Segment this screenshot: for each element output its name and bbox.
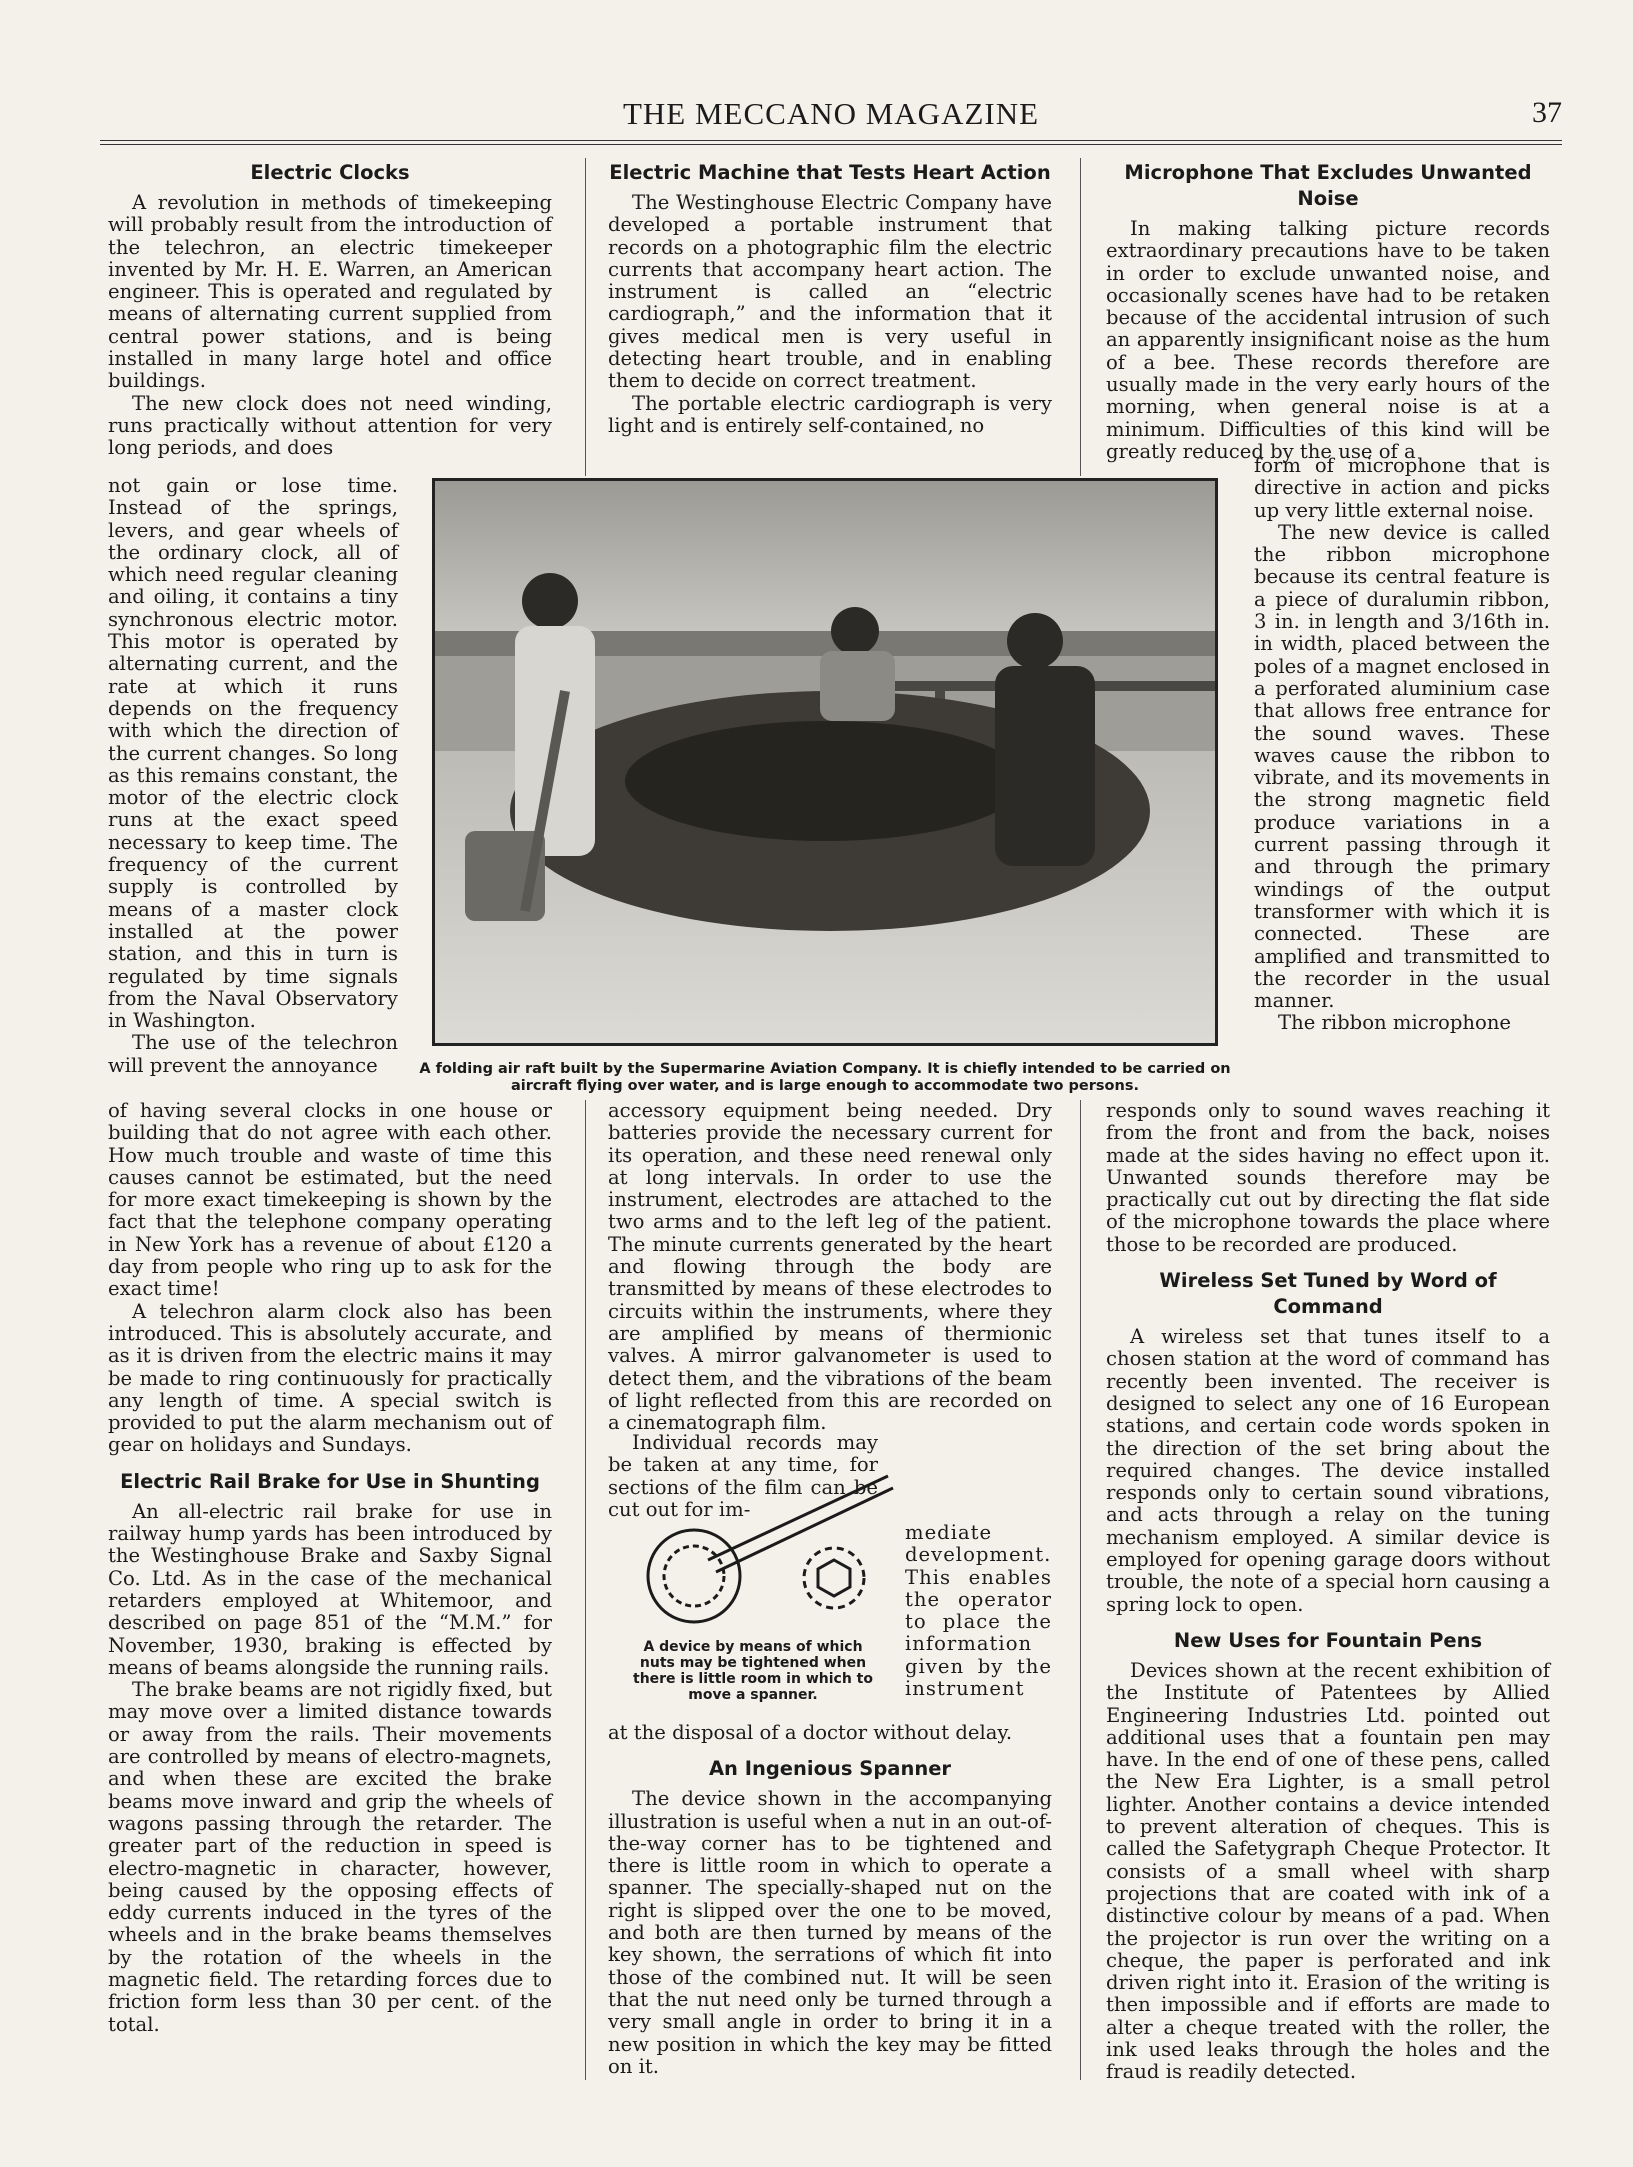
microphone-article-bottom	[1106, 1100, 1550, 2084]
heart-paragraph: at the disposal of a doctor without delay.	[608, 1721, 1013, 1744]
spanner-article	[608, 1722, 1052, 2078]
page-header	[100, 96, 1562, 140]
clocks-paragraph: A telechron alarm clock also has been introduced. This is absolutely accurate, and as it is driven from the electric mains it may be made to ring continuously for practically any length of time. A special switch is provided to put the alarm mechanism out of gear on holidays and Sundays.	[108, 1299, 552, 1457]
clocks-paragraph: not gain or lose time. Instead of the springs, levers, and gear wheels of the ordinary clock, all of which need regular cleaning and oiling, it contains a tiny synchronous electric motor. This motor is operated by alternating current, and the rate at which it runs depends on the frequency with which the direction of the current changes. So long as this remains constant, the motor of the electric clock runs at the exact speed necessary to keep time. The frequency of the current supply is controlled by means of a master clock installed at the power station, and this in turn is regulated by time signals from the Naval Observatory in Washington.	[108, 474, 398, 1033]
column-divider	[585, 158, 586, 476]
microphone-article-top	[1106, 160, 1550, 463]
rail-paragraph: An all-electric rail brake for use in railway hump yards has been introduced by the Westinghouse Brake and Saxby Signal Co. Ltd. As in the case of the mechanical retarders employed at Whitemoor, and described on page 851 of the “M.M.” for November, 1930, braking is effected by means of beams alongside the running rails.	[108, 1499, 552, 1679]
microphone-article-wrap	[1254, 455, 1550, 1035]
clocks-paragraph: The use of the telechron will prevent the annoyance	[108, 1031, 398, 1077]
clocks-paragraph: A revolution in methods of timekeeping will probably result from the introduction of the telechron, an electric timekeeper invented by Mr. H. E. Warren, an American engineer. This is operated and regulated by means of alternating current supplied from central power stations, and is being installed in many large hotel and office buildings.	[108, 191, 552, 393]
raft-photo	[432, 478, 1218, 1046]
combined-nut	[804, 1548, 864, 1608]
photo-caption: A folding air raft built by the Supermarine Aviation Company. It is chiefly intended to be carried on aircraft flying over water, and is large enough to accommodate two persons.	[419, 1061, 1231, 1094]
clocks-heading: Electric Clocks	[250, 161, 410, 184]
heart-paragraph: The Westinghouse Electric Company have developed a portable instrument that records on a photographic film the electric currents that accompany heart action. The instrument is called an “electric cardiograph,” and the information that it gives medical men is very useful in detecting heart trouble, and in enabling them to decide on correct treatment.	[608, 191, 1052, 393]
clocks-article-wrap	[108, 475, 398, 1077]
hex-nut	[818, 1560, 850, 1596]
spanner-handle	[716, 1488, 893, 1572]
spanner-heading: An Ingenious Spanner	[708, 1757, 952, 1781]
wireless-heading: Wireless Set Tuned by Word of Command	[1159, 1269, 1497, 1319]
heart-article-narrow	[905, 1522, 1052, 1700]
microphone-paragraph: The ribbon microphone	[1278, 1011, 1512, 1035]
microphone-heading: Microphone That Excludes Unwanted Noise	[1124, 161, 1532, 210]
photo-raft-interior	[625, 721, 1025, 841]
microphone-paragraph: The new device is called the ribbon microphone because its central feature is a piece of duralumin ribbon, 3 in. in length and 3/16th in. in width, placed between the poles of a magnet enclosed in a perforated aluminium case that allows free entrance for the sound waves. These waves cause the ribbon to vibrate, and its movements in the strong magnetic field produce variations in a current passing through it and through the primary windings of the output transformer with which it is connected. These are amplified and transmitted to the recorder in the usual manner.	[1254, 520, 1550, 1013]
header-rule	[100, 140, 1562, 141]
heart-paragraph: accessory equipment being needed. Dry batteries provide the necessary current for its operation, and these need renewal only at long intervals. In order to use the instrument, electrodes are attached to the two arms and to the left leg of the patient. The minute currents generated by the heart and flowing through the body are transmitted by means of these electrodes to circuits within the instruments, where they are amplified by means of thermionic valves. A mirror galvanometer is used to detect them, and the vibrations of the beam of light reflected from this are recorded on a cinematograph film.	[608, 1099, 1052, 1435]
spanner-caption: A device by means of which nuts may be tightened when there is little room in which to move a spanner.	[633, 1639, 873, 1703]
pens-paragraph: Devices shown at the recent exhibition of the Institute of Patentees by Allied Engineering Industries Ltd. pointed out additional uses that a fountain pen may have. In the end of one of these pens, called the New Era Lighter, is a small petrol lighter. Another contains a device intended to prevent alteration of cheques. This is called the Safetygraph Cheque Protector. It consists of a small wheel with sharp projections that are coated with ink of a distinctive colour by means of a pad. When the projector is run over the writing on a cheque, the paper is perforated and ink driven right into it. Erasion of the writing is then impossible and if efforts are made to alter a cheque treated with the roller, the ink used leaks through the holes and the fraud is readily detected.	[1106, 1658, 1550, 2084]
rail-heading: Electric Rail Brake for Use in Shunting	[120, 1469, 540, 1493]
spanner-paragraph: The device shown in the accompanying illustration is useful when a nut in an out-of-the-way corner has to be tightened and there is little room in which to operate a spanner. The specially-shaped nut on the right is slipped over the one to be moved, and both are then turned by means of the key shown, the serrations of which fit into those of the combined nut. It will be seen that the nut need only be turned through a very small angle in order to bring it in a new position in which the key may be fitted on it.	[608, 1787, 1052, 2078]
clocks-article-top	[108, 160, 552, 460]
page-number: 37	[1532, 96, 1562, 129]
magazine-title: THE MECCANO MAGAZINE	[622, 96, 1040, 131]
heart-paragraph: The portable electric cardiograph is very light and is entirely self-contained, no	[608, 391, 1052, 437]
spanner-ring	[648, 1530, 740, 1622]
column-divider	[585, 1100, 586, 2080]
column-divider	[1080, 1100, 1081, 2080]
clocks-paragraph: of having several clocks in one house or building that do not agree with each other. How much trouble and waste of time this causes cannot be estimated, but the need for more exact timekeeping is shown by the fact that the telephone company operating in New York has a revenue of about £120 a day from people who ring up to ask for the exact time!	[108, 1099, 552, 1301]
microphone-paragraph: In making talking picture records extraordinary precautions have to be taken in order to exclude unwanted noise, and occasionally scenes have had to be retaken because of the accidental intrusion of such an apparently insignificant noise as the hum of a bee. These records therefore are usually made in the very early hours of the morning, when general noise is at a minimum. Difficulties of this kind will be greatly reduced by the use of a	[1106, 217, 1550, 463]
heart-article-top	[608, 160, 1052, 437]
rail-paragraph: The brake beams are not rigidly fixed, but may move over a limited distance towards or away from the rails. Their movements are controlled by means of electro-magnets, and when these are excited the brake beams move inward and grip the wheels of wagons passing through the retarder. The greater part of the reduction in speed is electro-magnetic in character, however, being caused by the opposing effects of eddy currents induced in the tyres of the wheels and in the brake beams themselves by the rotation of the wheels in the magnetic field. The retarding forces due to friction form less than 30 per cent. of the total.	[108, 1678, 552, 2036]
spanner-serrations	[664, 1546, 724, 1606]
column-divider	[1080, 158, 1081, 476]
heart-paragraph: Individual records may be taken at any time, for sections of the film can be cut out for im-	[608, 1431, 878, 1521]
spanner-handle	[708, 1476, 888, 1560]
spanner-illustration	[638, 1468, 898, 1628]
heart-heading: Electric Machine that Tests Heart Action	[609, 161, 1051, 184]
heart-article-bottom	[608, 1100, 1052, 1434]
microphone-paragraph: form of microphone that is directive in action and picks up very little external noise.	[1254, 454, 1550, 522]
heart-paragraph: mediate development. This enables the operator to place the information given by the instrument	[905, 1521, 1052, 1701]
clocks-article-bottom	[108, 1100, 552, 2036]
pens-heading: New Uses for Fountain Pens	[1173, 1628, 1483, 1652]
header-rule-double	[100, 144, 1562, 145]
microphone-paragraph: responds only to sound waves reaching it from the front and from the back, noises made at the sides having no effect upon it. Unwanted sounds therefore may be practically cut out by directing the flat side of the microphone towards the place where those to be recorded are produced.	[1106, 1099, 1550, 1256]
wireless-paragraph: A wireless set that tunes itself to a chosen station at the word of command has recently been invented. The receiver is designed to select any one of 16 European stations, and certain code words spoken in the direction of the set bring about the required changes. The device installed responds only to certain sound vibrations, and acts through a relay on the tuning mechanism employed. A similar device is employed for opening garage doors without trouble, the note of a special horn causing a spring lock to open.	[1106, 1325, 1550, 1616]
clocks-paragraph: The new clock does not need winding, runs practically without attention for very long periods, and does	[108, 391, 552, 460]
